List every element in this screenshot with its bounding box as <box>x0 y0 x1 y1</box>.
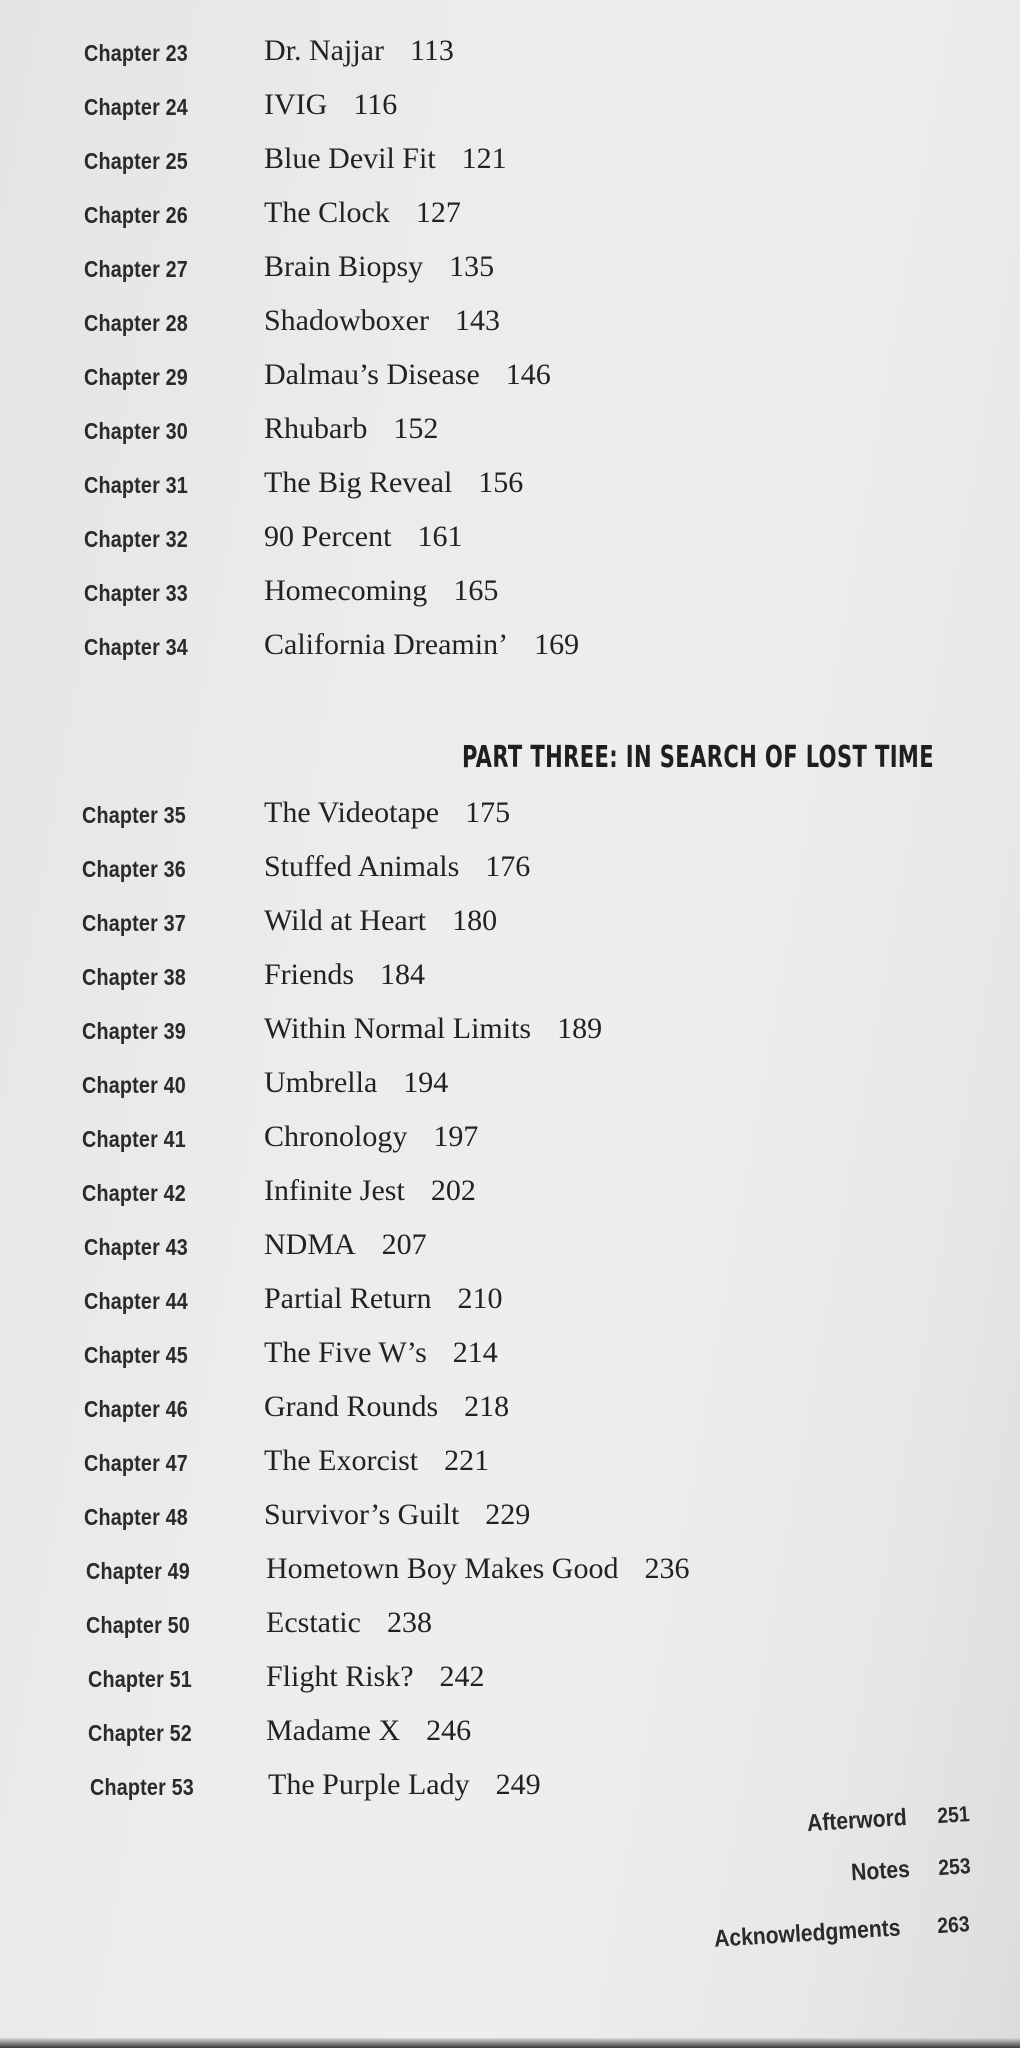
chapter-number: Chapter 27 <box>84 256 188 282</box>
page-number: 221 <box>444 1444 490 1477</box>
chapter-title: California Dreamin’ <box>264 628 509 661</box>
back-matter-label: Acknowledgments <box>713 1914 902 1953</box>
chapter-number: Chapter 23 <box>84 40 188 66</box>
chapter-title: The Videotape <box>264 796 440 829</box>
page-number: 249 <box>495 1768 541 1801</box>
chapter-title: The Exorcist <box>264 1444 419 1477</box>
page-number: 116 <box>353 88 398 121</box>
toc-entry-notes <box>846 1852 973 1888</box>
page-number: 194 <box>403 1066 449 1099</box>
page-number: 165 <box>453 574 499 607</box>
chapter-title: Friends <box>264 958 354 991</box>
page-number: 253 <box>936 1853 971 1881</box>
part-three-heading: PART THREE: IN SEARCH OF LOST TIME <box>462 740 935 775</box>
chapter-number: Chapter 52 <box>88 1720 192 1746</box>
chapter-title: Flight Risk? <box>266 1660 414 1693</box>
chapter-number: Chapter 24 <box>84 94 188 120</box>
chapter-title: Grand Rounds <box>264 1390 439 1423</box>
chapter-title: The Big Reveal <box>264 466 453 499</box>
chapter-title: Dr. Najjar <box>264 34 384 67</box>
chapter-number: Chapter 51 <box>88 1666 192 1692</box>
page-number: 242 <box>439 1660 485 1693</box>
chapter-title: The Purple Lady <box>268 1768 470 1801</box>
page-number: 146 <box>505 358 551 391</box>
chapter-title: The Clock <box>264 196 390 229</box>
page-number: 236 <box>644 1552 690 1585</box>
chapter-title: Survivor’s Guilt <box>264 1498 460 1531</box>
page-number: 176 <box>485 850 531 883</box>
page-number: 161 <box>417 520 463 553</box>
page-number: 246 <box>426 1714 472 1747</box>
chapter-number: Chapter 47 <box>84 1450 188 1476</box>
page-number: 184 <box>380 958 425 991</box>
chapter-number: Chapter 34 <box>84 634 188 660</box>
page-number: 175 <box>465 796 511 829</box>
chapter-title: 90 Percent <box>264 520 392 553</box>
page-number: 218 <box>464 1390 510 1423</box>
chapter-number: Chapter 49 <box>86 1558 190 1584</box>
chapter-number: Chapter 29 <box>84 364 188 390</box>
chapter-title: Shadowboxer <box>264 304 429 337</box>
chapter-number: Chapter 50 <box>86 1612 190 1638</box>
page-number: 202 <box>430 1174 476 1207</box>
chapter-number: Chapter 42 <box>82 1180 186 1206</box>
page-number: 197 <box>433 1120 479 1153</box>
chapter-number: Chapter 31 <box>84 472 188 498</box>
chapter-title: IVIG <box>264 88 328 121</box>
page-number: 169 <box>534 628 580 661</box>
chapter-title: Stuffed Animals <box>264 850 460 883</box>
page-number: 152 <box>393 412 439 445</box>
chapter-title: Brain Biopsy <box>264 250 424 283</box>
chapter-number: Chapter 53 <box>90 1774 194 1800</box>
chapter-number: Chapter 43 <box>84 1234 188 1260</box>
toc-entry-afterword <box>799 1800 972 1838</box>
chapter-title: The Five W’s <box>264 1336 427 1369</box>
page-number: 180 <box>452 904 498 937</box>
chapter-number: Chapter 30 <box>84 418 188 444</box>
chapter-title: Within Normal Limits <box>264 1012 532 1045</box>
chapter-number: Chapter 41 <box>82 1126 186 1152</box>
page-number: 135 <box>449 250 495 283</box>
page-number: 263 <box>936 1911 971 1939</box>
chapter-title: Umbrella <box>264 1066 378 1099</box>
page-number: 156 <box>478 466 524 499</box>
chapter-number: Chapter 38 <box>82 964 186 990</box>
chapter-number: Chapter 26 <box>84 202 188 228</box>
page-number: 113 <box>409 34 454 67</box>
chapter-number: Chapter 46 <box>84 1396 188 1422</box>
chapter-number: Chapter 45 <box>84 1342 188 1368</box>
page-number: 127 <box>415 196 461 229</box>
chapter-number: Chapter 39 <box>82 1018 186 1044</box>
page-number: 210 <box>457 1282 503 1315</box>
toc-entry-acknowledgments <box>701 1910 973 1954</box>
chapter-number: Chapter 37 <box>82 910 186 936</box>
chapter-title: Dalmau’s Disease <box>264 358 480 391</box>
chapter-title: Homecoming <box>264 574 428 607</box>
chapter-title: Wild at Heart <box>264 904 427 937</box>
page-number: 251 <box>936 1801 971 1829</box>
page-number: 143 <box>454 304 500 337</box>
chapter-title: Chronology <box>264 1120 408 1153</box>
chapter-number: Chapter 25 <box>84 148 188 174</box>
page-number: 121 <box>461 142 507 175</box>
chapter-title: Hometown Boy Makes Good <box>266 1552 619 1585</box>
page-number: 189 <box>557 1012 603 1045</box>
back-matter-label: Afterword <box>806 1804 908 1838</box>
chapter-title: Partial Return <box>264 1282 432 1315</box>
page-number: 229 <box>485 1498 531 1531</box>
chapter-title: NDMA <box>264 1228 356 1261</box>
chapter-title: Madame X <box>266 1714 401 1747</box>
chapter-title: Infinite Jest <box>264 1174 405 1207</box>
chapter-number: Chapter 35 <box>82 802 186 828</box>
chapter-title: Blue Devil Fit <box>264 142 436 175</box>
chapter-title: Rhubarb <box>264 412 368 445</box>
chapter-title: Ecstatic <box>266 1606 361 1639</box>
chapter-number: Chapter 40 <box>82 1072 186 1098</box>
chapter-number: Chapter 36 <box>82 856 186 882</box>
chapter-number: Chapter 28 <box>84 310 188 336</box>
page-number: 207 <box>381 1228 427 1261</box>
chapter-number: Chapter 48 <box>84 1504 188 1530</box>
page-number: 214 <box>452 1336 498 1369</box>
chapter-number: Chapter 32 <box>84 526 188 552</box>
page-number: 238 <box>386 1606 432 1639</box>
chapter-number: Chapter 44 <box>84 1288 188 1314</box>
page-bottom-edge <box>0 2038 1020 2048</box>
back-matter-label: Notes <box>849 1855 911 1887</box>
chapter-number: Chapter 33 <box>84 580 188 606</box>
